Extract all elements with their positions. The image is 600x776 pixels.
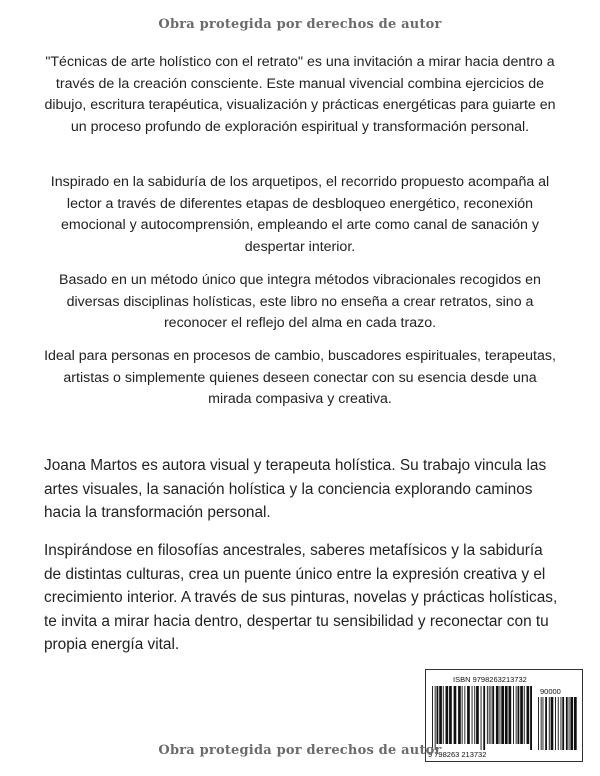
author-bio-paragraph xyxy=(44,454,560,525)
barcode-bars-main xyxy=(432,686,532,750)
barcode-bar xyxy=(462,686,463,744)
barcode-bar xyxy=(500,686,501,744)
barcode-bar xyxy=(435,686,436,750)
price-code: 90000 xyxy=(540,687,561,696)
barcode-bar xyxy=(487,686,488,744)
description-paragraph xyxy=(40,172,560,258)
barcode-bar xyxy=(449,686,452,744)
barcode-bar xyxy=(516,686,517,744)
barcode-bar xyxy=(489,686,490,744)
author-bio-text: Joana Martos es autora visual y terapeuta holística. Su trabajo vincula las artes visuales, la sanación holística y la conciencia explorando caminos hacia la transformación personal. xyxy=(44,457,547,521)
barcode-bar xyxy=(437,686,439,744)
barcode-bar xyxy=(520,686,523,744)
watermark-bottom: Obra protegida por derechos de autor xyxy=(158,743,442,758)
barcode-bar xyxy=(458,686,461,744)
barcode-bar xyxy=(483,686,485,750)
barcode-bar xyxy=(501,686,504,744)
barcode-bar xyxy=(474,686,475,744)
barcode-digits: 9 798263 213732 xyxy=(428,750,487,759)
barcode-bar xyxy=(432,686,433,750)
barcode-bar xyxy=(446,686,449,744)
isbn-label: ISBN 9798263213732 xyxy=(453,675,527,684)
barcode-bar xyxy=(509,686,512,744)
barcode-bar xyxy=(476,686,479,744)
description-text: Basado en un método único que integra métodos vibracionales recogidos en diversas disciplinas holísticas, este libro no enseña a crear retratos, sino a reconocer el reflejo del alma en cada trazo. xyxy=(59,272,541,331)
barcode-bar xyxy=(491,686,492,744)
author-bio-text: Inspirándose en filosofías ancestrales, saberes metafísicos y la sabiduría de distintas culturas, crea un puente único entre la expresión creativa y el crecimiento interior. A través de sus pinturas, novelas y prácticas holísticas, te invita a mirar hacia dentro, despertar tu sensibilidad y reconectar con tu propia energía vital. xyxy=(44,542,558,653)
barcode-bar xyxy=(467,686,470,744)
author-bio-paragraph xyxy=(44,539,560,657)
barcode-bar xyxy=(454,686,457,744)
barcode-bar xyxy=(492,686,494,744)
barcode-bar xyxy=(443,686,444,744)
barcode-bar xyxy=(439,686,442,744)
barcode-bar xyxy=(513,686,514,744)
barcode-bar xyxy=(524,686,525,744)
barcode-bar xyxy=(464,686,465,744)
barcode-bar xyxy=(530,686,532,750)
description-text: Inspirado en la sabiduría de los arquetipos, el recorrido propuesto acompaña al lector a través de diferentes etapas de desbloqueo energético, reconexión emocional y autocomprensión, empleando el arte como canal de sanación y despertar interior. xyxy=(50,174,550,255)
barcode-bar xyxy=(472,686,473,744)
description-paragraph xyxy=(40,346,560,411)
description-paragraph xyxy=(40,52,560,138)
barcode-bar xyxy=(496,686,499,744)
description-text: "Técnicas de arte holístico con el retrato" es una invitación a mirar hacia dentro a través de la creación consciente. Este manual vivencial combina ejercicios de dibujo, escritura terapéutica, visualización y prácticas energéticas para guiarte en un proceso profundo de exploración espiritual y transformación personal. xyxy=(44,54,556,135)
description-paragraph xyxy=(40,270,560,335)
barcode-bar xyxy=(527,686,530,744)
description-text: Ideal para personas en procesos de cambio, buscadores espirituales, terapeutas, artistas o simplemente quienes deseen conectar con su esencia desde una mirada compasiva y creativa. xyxy=(44,348,556,407)
barcode-bar xyxy=(505,686,508,744)
barcode-bar xyxy=(481,686,482,750)
barcode-bar xyxy=(518,686,520,744)
watermark-top: Obra protegida por derechos de autor xyxy=(158,17,442,32)
